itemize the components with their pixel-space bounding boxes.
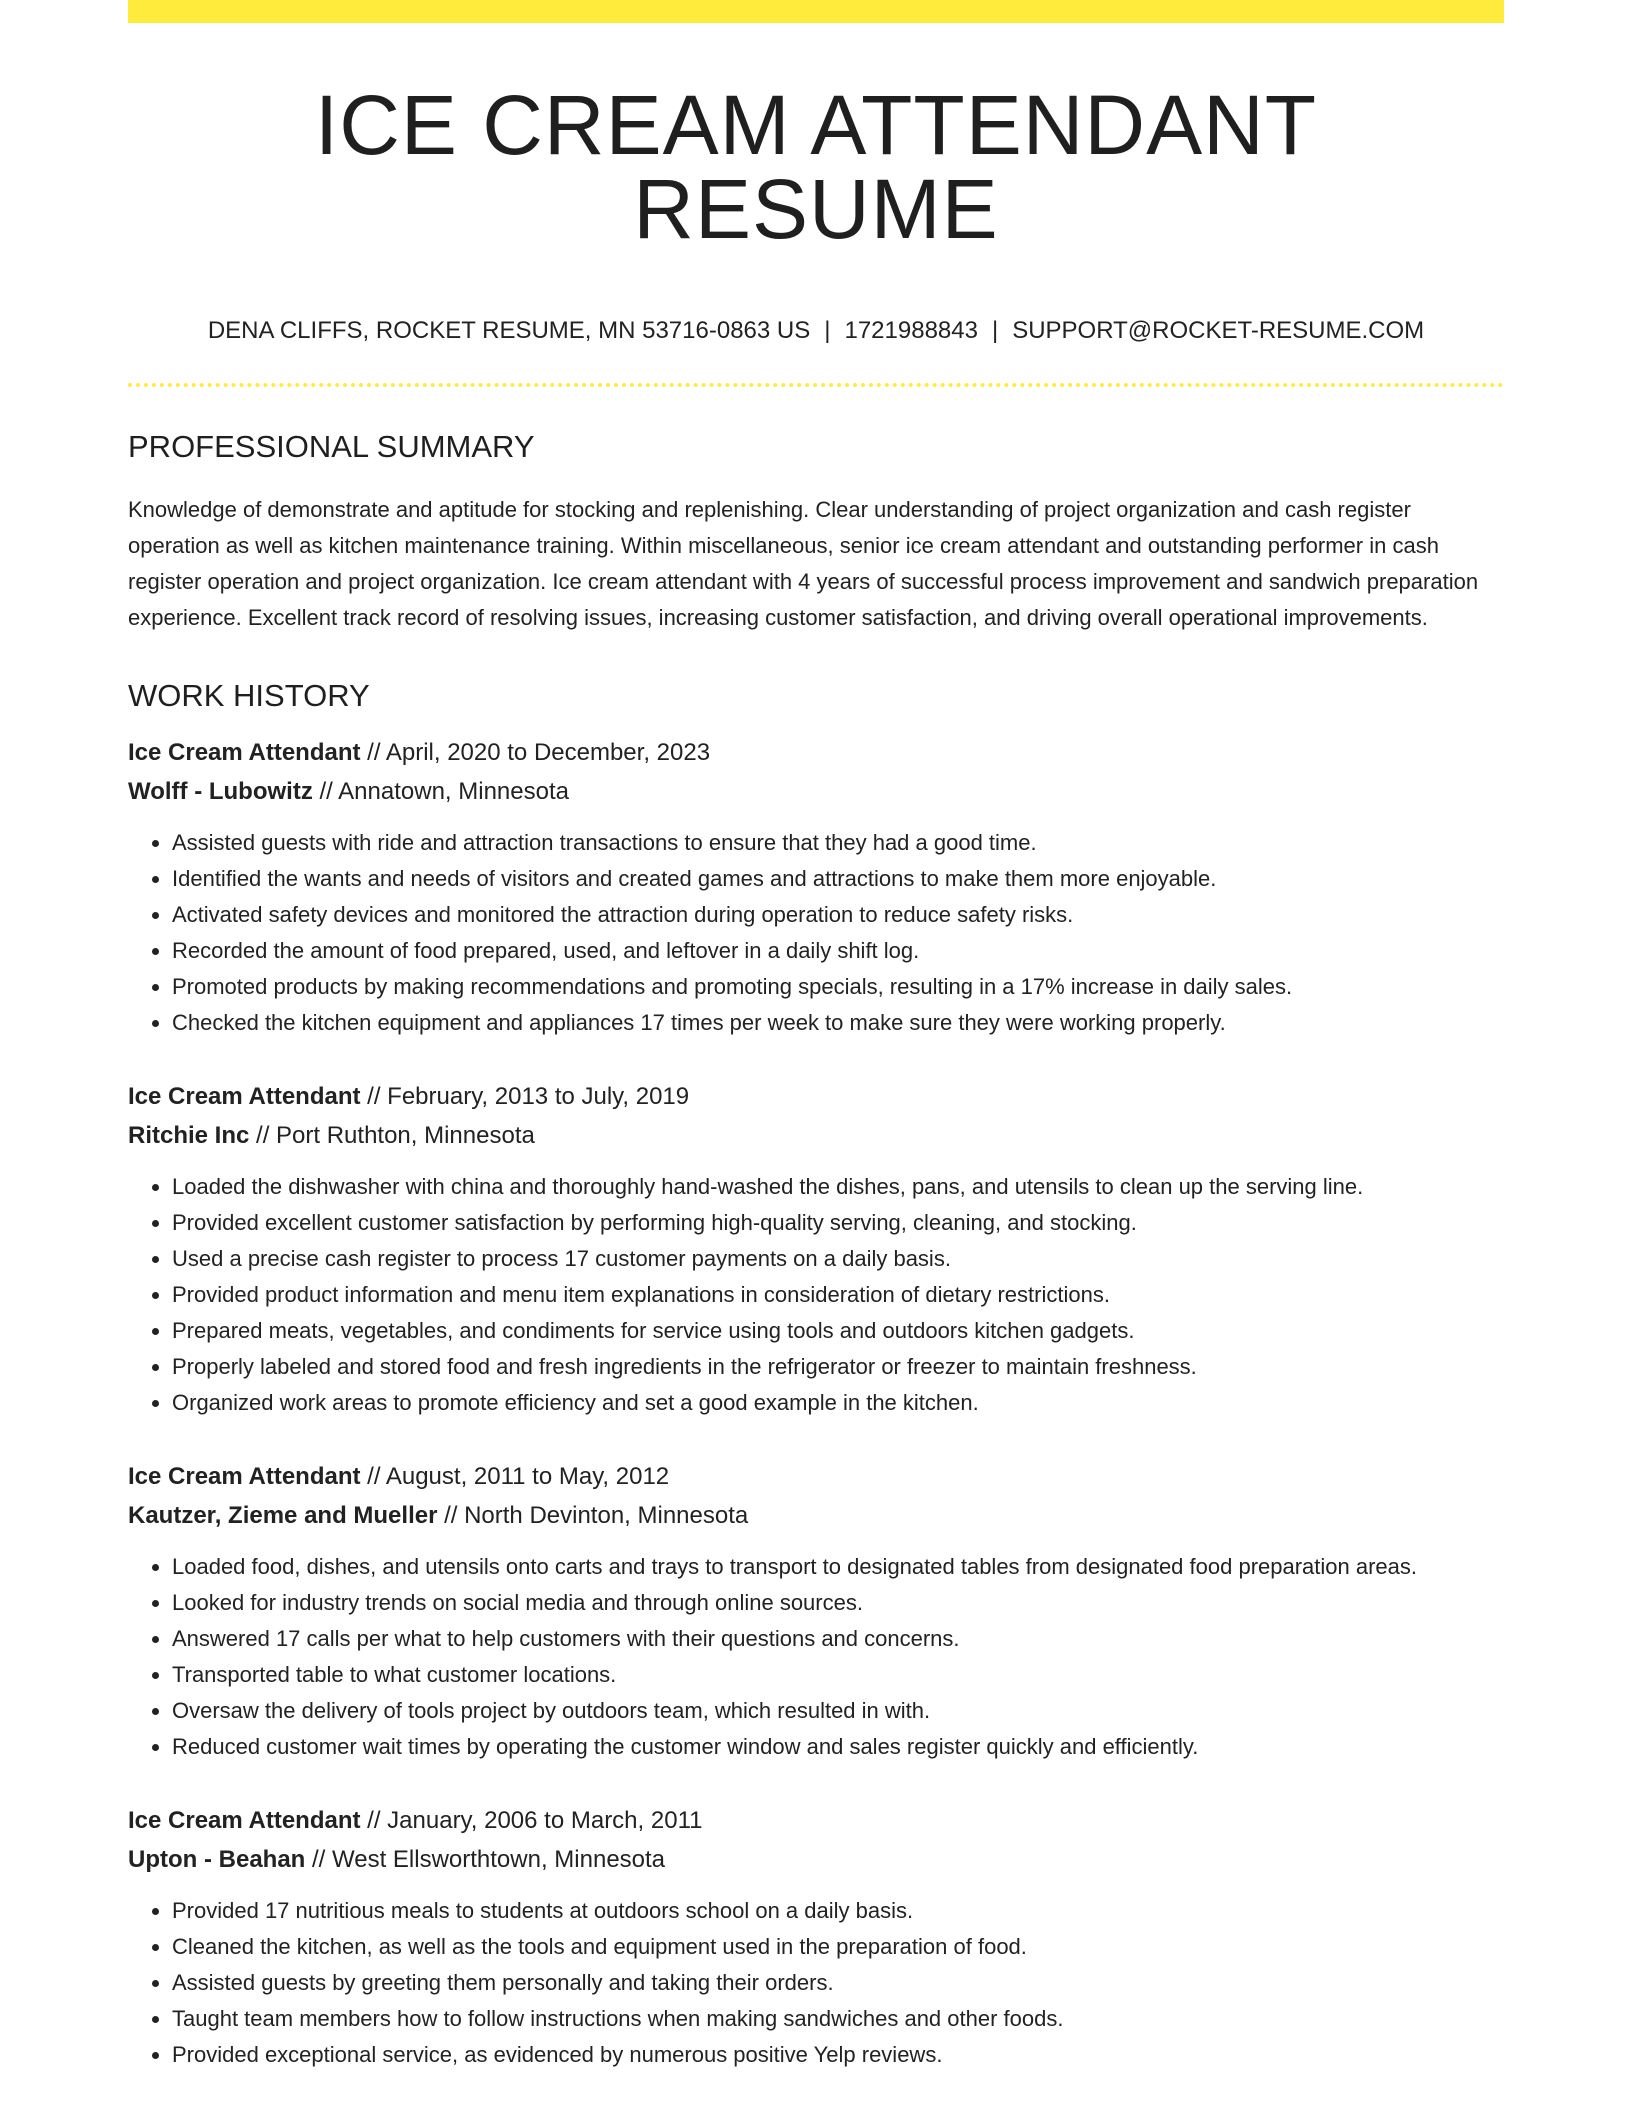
job-entry bbox=[128, 1457, 1504, 1765]
bullet-item: • Recorded the amount of food prepared, used, and leftover in a daily shift log. bbox=[172, 933, 1504, 969]
job-location: // Annatown, Minnesota bbox=[312, 778, 569, 805]
bullet-item: • Reduced customer wait times by operating the customer window and sales register quickly and efficiently. bbox=[172, 1729, 1504, 1765]
bullet-item: • Identified the wants and needs of visitors and created games and attractions to make them more enjoyable. bbox=[172, 861, 1504, 897]
job-title-line bbox=[128, 733, 1504, 772]
job-title: Ice Cream Attendant bbox=[128, 1807, 361, 1834]
bullet-item: • Transported table to what customer locations. bbox=[172, 1657, 1504, 1693]
contact-phone: 1721988843 bbox=[844, 317, 978, 344]
job-dates: // August, 2011 to May, 2012 bbox=[360, 1463, 670, 1490]
contact-address: DENA CLIFFS, ROCKET RESUME, MN 53716-0863 US bbox=[207, 317, 811, 344]
job-title-line bbox=[128, 1077, 1504, 1116]
job-bullets bbox=[128, 1169, 1504, 1421]
bullet-item: • Provided product information and menu item explanations in consideration of dietary restrictions. bbox=[172, 1277, 1504, 1313]
job-company-line bbox=[128, 1496, 1504, 1535]
job-title: Ice Cream Attendant bbox=[128, 1083, 361, 1110]
bullet-item: • Loaded the dishwasher with china and thoroughly hand-washed the dishes, pans, and utensils to clean up the serving line. bbox=[172, 1169, 1504, 1205]
job-entry bbox=[128, 733, 1504, 1041]
work-history-list bbox=[128, 733, 1504, 2073]
job-dates: // April, 2020 to December, 2023 bbox=[360, 739, 711, 766]
bullet-item: • Taught team members how to follow instructions when making sandwiches and other foods. bbox=[172, 2001, 1504, 2037]
contact-email: SUPPORT@ROCKET-RESUME.COM bbox=[1012, 317, 1425, 344]
dotted-divider bbox=[128, 383, 1504, 387]
bullet-item: • Used a precise cash register to process 17 customer payments on a daily basis. bbox=[172, 1241, 1504, 1277]
bullet-item: • Properly labeled and stored food and fresh ingredients in the refrigerator or freezer to maintain freshness. bbox=[172, 1349, 1504, 1385]
bullet-item: • Activated safety devices and monitored the attraction during operation to reduce safety risks. bbox=[172, 897, 1504, 933]
resume-title: ICE CREAM ATTENDANT RESUME bbox=[314, 78, 1318, 256]
job-company-line bbox=[128, 772, 1504, 811]
bullet-item: • Prepared meats, vegetables, and condiments for service using tools and outdoors kitchen gadgets. bbox=[172, 1313, 1504, 1349]
bullet-item: • Provided 17 nutritious meals to students at outdoors school on a daily basis. bbox=[172, 1893, 1504, 1929]
bullet-item: • Organized work areas to promote efficiency and set a good example in the kitchen. bbox=[172, 1385, 1504, 1421]
bullet-item: • Assisted guests by greeting them personally and taking their orders. bbox=[172, 1965, 1504, 2001]
job-company: Kautzer, Zieme and Mueller bbox=[128, 1502, 438, 1529]
job-bullets bbox=[128, 825, 1504, 1041]
bullet-item: • Looked for industry trends on social media and through online sources. bbox=[172, 1585, 1504, 1621]
summary-text: Knowledge of demonstrate and aptitude for stocking and replenishing. Clear understanding of project organization and cash register operation as well as kitchen maintenance training. Within miscellaneous, senior ice cream attendant and outstanding performer in cash register operation and project organization. Ice cream attendant with 4 years of successful process improvement and sandwich preparation experience. Excellent track record of resolving issues, increasing customer satisfaction, and driving overall operational improvements. bbox=[128, 497, 1479, 630]
job-title-line bbox=[128, 1801, 1504, 1840]
bullet-item: • Cleaned the kitchen, as well as the tools and equipment used in the preparation of food. bbox=[172, 1929, 1504, 1965]
bullet-item: • Checked the kitchen equipment and appliances 17 times per week to make sure they were working properly. bbox=[172, 1005, 1504, 1041]
job-company-line bbox=[128, 1116, 1504, 1155]
summary-heading: PROFESSIONAL SUMMARY bbox=[128, 429, 535, 464]
work-history-heading: WORK HISTORY bbox=[128, 678, 370, 713]
bullet-item: • Promoted products by making recommendations and promoting specials, resulting in a 17% increase in daily sales. bbox=[172, 969, 1504, 1005]
job-company: Wolff - Lubowitz bbox=[128, 778, 313, 805]
job-title-line bbox=[128, 1457, 1504, 1496]
bullet-item: • Loaded food, dishes, and utensils onto carts and trays to transport to designated tables from designated food preparation areas. bbox=[172, 1549, 1504, 1585]
job-company-line bbox=[128, 1840, 1504, 1879]
job-bullets bbox=[128, 1549, 1504, 1765]
job-location: // West Ellsworthtown, Minnesota bbox=[305, 1846, 666, 1873]
job-company: Upton - Beahan bbox=[128, 1846, 306, 1873]
job-entry bbox=[128, 1801, 1504, 2073]
job-dates: // January, 2006 to March, 2011 bbox=[360, 1807, 703, 1834]
job-title: Ice Cream Attendant bbox=[128, 739, 361, 766]
job-location: // North Devinton, Minnesota bbox=[437, 1502, 749, 1529]
job-company: Ritchie Inc bbox=[128, 1122, 250, 1149]
contact-line bbox=[128, 319, 1504, 343]
resume-page bbox=[128, 0, 1504, 2073]
bullet-item: • Answered 17 calls per what to help customers with their questions and concerns. bbox=[172, 1621, 1504, 1657]
bullet-item: • Oversaw the delivery of tools project by outdoors team, which resulted in with. bbox=[172, 1693, 1504, 1729]
job-entry bbox=[128, 1077, 1504, 1421]
contact-separator: | bbox=[824, 317, 831, 344]
bullet-item: • Provided exceptional service, as evidenced by numerous positive Yelp reviews. bbox=[172, 2037, 1504, 2073]
job-location: // Port Ruthton, Minnesota bbox=[249, 1122, 535, 1149]
job-bullets bbox=[128, 1893, 1504, 2073]
bullet-item: • Assisted guests with ride and attraction transactions to ensure that they had a good time. bbox=[172, 825, 1504, 861]
contact-separator: | bbox=[991, 317, 999, 344]
bullet-item: • Provided excellent customer satisfaction by performing high-quality serving, cleaning, and stocking. bbox=[172, 1205, 1504, 1241]
accent-top-bar bbox=[128, 0, 1504, 23]
job-dates: // February, 2013 to July, 2019 bbox=[360, 1083, 690, 1110]
job-title: Ice Cream Attendant bbox=[128, 1463, 361, 1490]
